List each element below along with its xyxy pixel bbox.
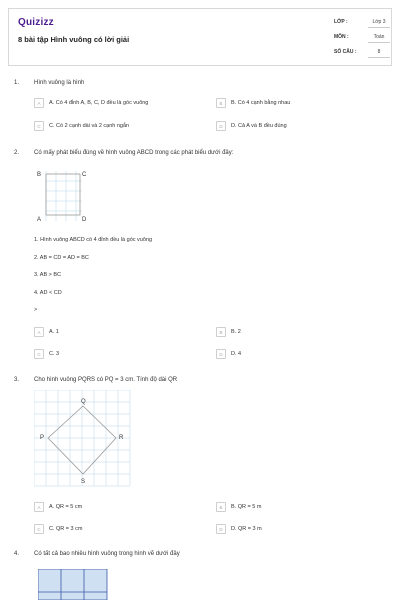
option-letter: D: [216, 121, 226, 131]
option-text: B. 2: [231, 328, 241, 335]
meta-question-count: [334, 47, 394, 59]
statement: 1. Hình vuông ABCD có 4 đỉnh đều là góc vuông: [34, 237, 153, 243]
grid-background: [38, 569, 107, 600]
meta-value: 8: [368, 47, 390, 58]
meta-grade: [334, 17, 394, 29]
meta-label: LỚP :: [334, 19, 348, 25]
option-text: D. Cả A và B đều đúng: [231, 122, 287, 129]
option-text: A. 1: [49, 328, 59, 335]
question-number: 3.: [14, 377, 20, 383]
vertex-label: C: [82, 172, 87, 178]
option-letter: B: [216, 327, 226, 337]
question-text: Có tất cả bao nhiêu hình vuông trong hình vẽ dưới đây: [34, 551, 180, 557]
meta-value: Lớp 3: [368, 17, 390, 28]
option-letter: A: [34, 502, 44, 512]
option-text: A. Có 4 đỉnh A, B, C, D đều là góc vuông: [49, 99, 149, 106]
option-letter: B: [216, 502, 226, 512]
square-outline: [46, 174, 80, 215]
option-text: C. Có 2 cạnh dài và 2 cạnh ngắn: [49, 122, 130, 129]
option-letter: B: [216, 98, 226, 108]
option-letter: A: [34, 98, 44, 108]
option-text: A. QR = 5 cm: [49, 503, 83, 510]
option-text: D. QR = 3 m: [231, 525, 262, 532]
statement: 4. AD < CD: [34, 290, 62, 296]
vertex-label: S: [81, 479, 86, 485]
meta-value: Toán: [368, 32, 390, 43]
question-number: 4.: [14, 551, 20, 557]
option-text: C. 3: [49, 350, 60, 357]
option-letter: C: [34, 524, 44, 534]
option-text: B. QR = 5 m: [231, 503, 262, 510]
meta-label: SỐ CÂU :: [334, 49, 357, 55]
quizizz-logo: Quizizz: [18, 17, 54, 28]
question-text: Có mấy phát biểu đúng về hình vuông ABCD trong các phát biểu dưới đây:: [34, 150, 234, 156]
option-letter: D: [216, 524, 226, 534]
option-text: C. QR = 3 cm: [49, 525, 83, 532]
meta-subject: [334, 32, 394, 44]
option-text: B. Có 4 cạnh bằng nhau: [231, 99, 291, 106]
vertex-label: Q: [81, 399, 86, 405]
option-letter: D: [216, 349, 226, 359]
statement: 2. AB = CD = AD = BC: [34, 255, 89, 261]
meta-label: MÔN :: [334, 34, 349, 40]
statement: 3. AB > BC: [34, 272, 62, 278]
squares-grid-figure: [38, 569, 108, 600]
vertex-label: P: [40, 435, 45, 441]
worksheet-header: [8, 8, 392, 66]
square-pqrs-figure: [34, 390, 132, 488]
question-number: 1.: [14, 80, 20, 86]
vertex-label: D: [82, 217, 87, 223]
worksheet-title: 8 bài tập Hình vuông có lời giải: [18, 35, 130, 44]
option-text: D. 4: [231, 350, 242, 357]
option-letter: A: [34, 327, 44, 337]
square-abcd-figure: [34, 165, 94, 227]
question-number: 2.: [14, 150, 20, 156]
statement: >: [34, 307, 38, 313]
vertex-label: R: [119, 435, 124, 441]
vertex-label: B: [37, 172, 42, 178]
question-text: Cho hình vuông PQRS có PQ = 3 cm. Tính độ dài QR: [34, 377, 178, 383]
option-letter: C: [34, 349, 44, 359]
vertex-label: A: [37, 217, 42, 223]
option-letter: C: [34, 121, 44, 131]
question-text: Hình vuông là hình: [34, 80, 85, 86]
